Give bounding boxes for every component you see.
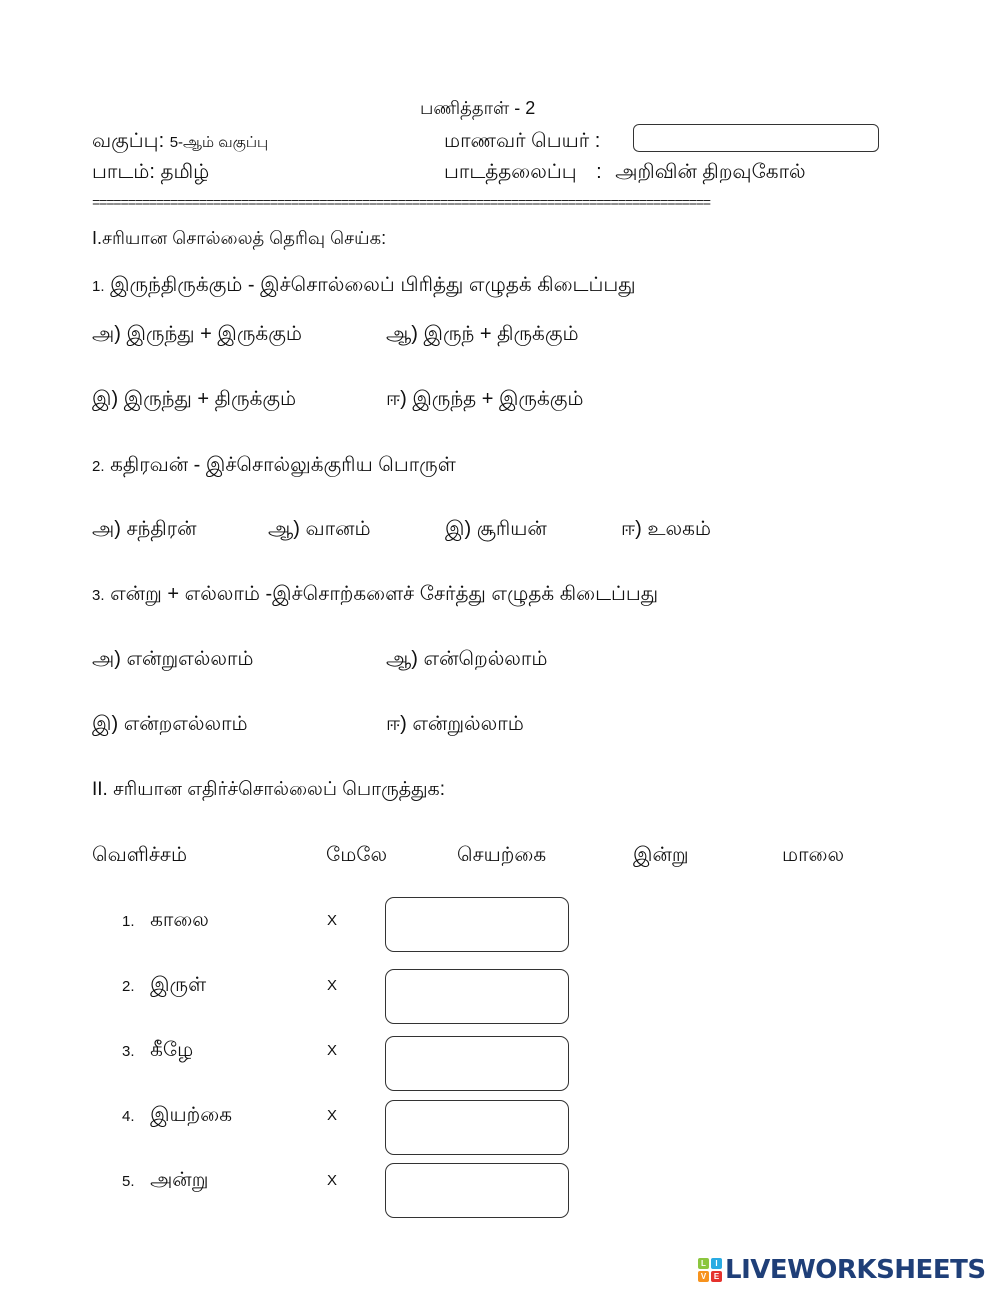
option-text: உலகம் xyxy=(647,518,711,540)
q1-option-b[interactable] xyxy=(386,323,579,348)
live-blocks-icon xyxy=(698,1258,722,1282)
cross-mark: X xyxy=(327,1172,338,1189)
lesson-title-colon: : xyxy=(596,161,602,183)
lesson-title-value: அறிவின் திறவுகோல் xyxy=(615,161,806,183)
option-text: இருந்த + இருக்கும் xyxy=(412,388,584,410)
q2-option-d[interactable] xyxy=(621,518,711,543)
q2-option-b[interactable] xyxy=(268,518,371,543)
logo-letter: V xyxy=(698,1271,709,1282)
logo-text: LIVEWORKSHEETS xyxy=(725,1255,986,1285)
cross-mark: X xyxy=(327,977,338,994)
item-word: இயற்கை xyxy=(150,1104,233,1126)
cross-mark: X xyxy=(327,1042,338,1059)
option-text: வானம் xyxy=(305,518,371,540)
q1-option-c[interactable] xyxy=(92,388,296,413)
item-word: கீழே xyxy=(150,1039,194,1061)
class-value: 5-ஆம் வகுப்பு xyxy=(169,134,269,151)
question-1 xyxy=(92,274,636,299)
question-text: என்று + எல்லாம் -இச்சொற்களைச் சேர்த்து எழுதக் கிடைப்பது xyxy=(110,583,659,605)
match-item-3 xyxy=(122,1039,193,1064)
item-number: 4. xyxy=(122,1108,135,1125)
option-text: என்றுஎல்லாம் xyxy=(126,648,254,670)
option-text: சந்திரன் xyxy=(126,518,197,540)
option-marker: இ) xyxy=(445,518,472,540)
word-bank-item: வெளிச்சம் xyxy=(92,844,188,866)
option-text: என்றெல்லாம் xyxy=(423,648,548,670)
q3-option-d[interactable] xyxy=(386,713,524,738)
cross-mark: X xyxy=(327,912,338,929)
question-number: 3. xyxy=(92,587,105,604)
item-word: காலை xyxy=(150,909,209,931)
answer-input-1[interactable] xyxy=(385,897,569,952)
option-marker: இ) xyxy=(92,713,119,735)
q3-option-c[interactable] xyxy=(92,713,248,738)
option-text: என்றுல்லாம் xyxy=(412,713,524,735)
q1-option-a[interactable] xyxy=(92,323,302,348)
question-text: இருந்திருக்கும் - இச்சொல்லைப் பிரித்து எழுதக் கிடைப்பது xyxy=(110,274,636,296)
question-text: கதிரவன் - இச்சொல்லுக்குரிய பொருள் xyxy=(110,454,456,476)
q2-option-c[interactable] xyxy=(445,518,547,543)
word-bank-item: இன்று xyxy=(633,844,689,866)
subject-label: பாடம்: xyxy=(92,161,155,183)
lesson-title-label: பாடத்தலைப்பு xyxy=(444,161,577,183)
option-marker: அ) xyxy=(92,648,121,670)
word-bank-item: மாலை xyxy=(782,844,845,866)
option-text: என்றஎல்லாம் xyxy=(123,713,248,735)
header-separator: ======================================================================================= xyxy=(92,196,710,212)
question-2 xyxy=(92,454,456,479)
option-marker: ஆ) xyxy=(386,648,418,670)
q3-option-a[interactable] xyxy=(92,648,254,673)
answer-input-2[interactable] xyxy=(385,969,569,1024)
question-number: 2. xyxy=(92,458,105,475)
option-marker: ஈ) xyxy=(386,713,407,735)
match-item-1 xyxy=(122,909,209,934)
match-item-4 xyxy=(122,1104,232,1129)
option-marker: ஆ) xyxy=(268,518,300,540)
subject-value: தமிழ் xyxy=(160,161,210,183)
q3-option-b[interactable] xyxy=(386,648,547,673)
question-number: 1. xyxy=(92,278,105,295)
option-text: இருந்து + இருக்கும் xyxy=(126,323,302,345)
question-3 xyxy=(92,583,658,608)
section2-heading: II. சரியான எதிர்ச்சொல்லைப் பொருத்துக: xyxy=(92,779,445,800)
subject-field xyxy=(92,161,209,186)
option-marker: இ) xyxy=(92,388,119,410)
match-item-5 xyxy=(122,1169,208,1194)
word-bank-item: செயற்கை xyxy=(457,844,547,866)
answer-input-3[interactable] xyxy=(385,1036,569,1091)
item-word: இருள் xyxy=(150,974,207,996)
option-text: இருந் + திருக்கும் xyxy=(423,323,579,345)
answer-input-4[interactable] xyxy=(385,1100,569,1155)
option-marker: அ) xyxy=(92,518,121,540)
option-text: இருந்து + திருக்கும் xyxy=(123,388,297,410)
q2-option-a[interactable] xyxy=(92,518,196,543)
option-marker: ஆ) xyxy=(386,323,418,345)
match-item-2 xyxy=(122,974,206,999)
word-bank-item: மேலே xyxy=(326,844,388,866)
option-marker: அ) xyxy=(92,323,121,345)
liveworksheets-logo xyxy=(698,1255,986,1285)
item-number: 1. xyxy=(122,913,135,930)
logo-letter: I xyxy=(711,1258,722,1269)
worksheet-title: பணித்தாள் - 2 xyxy=(420,98,536,118)
logo-letter: E xyxy=(711,1271,722,1282)
item-number: 2. xyxy=(122,978,135,995)
class-label: வகுப்பு: xyxy=(92,130,165,152)
cross-mark: X xyxy=(327,1107,338,1124)
section1-heading: I.சரியான சொல்லைத் தெரிவு செய்க: xyxy=(92,228,387,248)
option-marker: ஈ) xyxy=(386,388,407,410)
student-name-input[interactable] xyxy=(633,124,879,152)
option-marker: ஈ) xyxy=(621,518,642,540)
student-name-label: மாணவர் பெயர் : xyxy=(444,130,601,152)
q1-option-d[interactable] xyxy=(386,388,584,413)
item-word: அன்று xyxy=(150,1169,209,1191)
lesson-title-field xyxy=(444,161,806,186)
class-field xyxy=(92,130,268,155)
item-number: 3. xyxy=(122,1043,135,1060)
item-number: 5. xyxy=(122,1173,135,1190)
answer-input-5[interactable] xyxy=(385,1163,569,1218)
option-text: சூரியன் xyxy=(476,518,547,540)
logo-letter: L xyxy=(698,1258,709,1269)
